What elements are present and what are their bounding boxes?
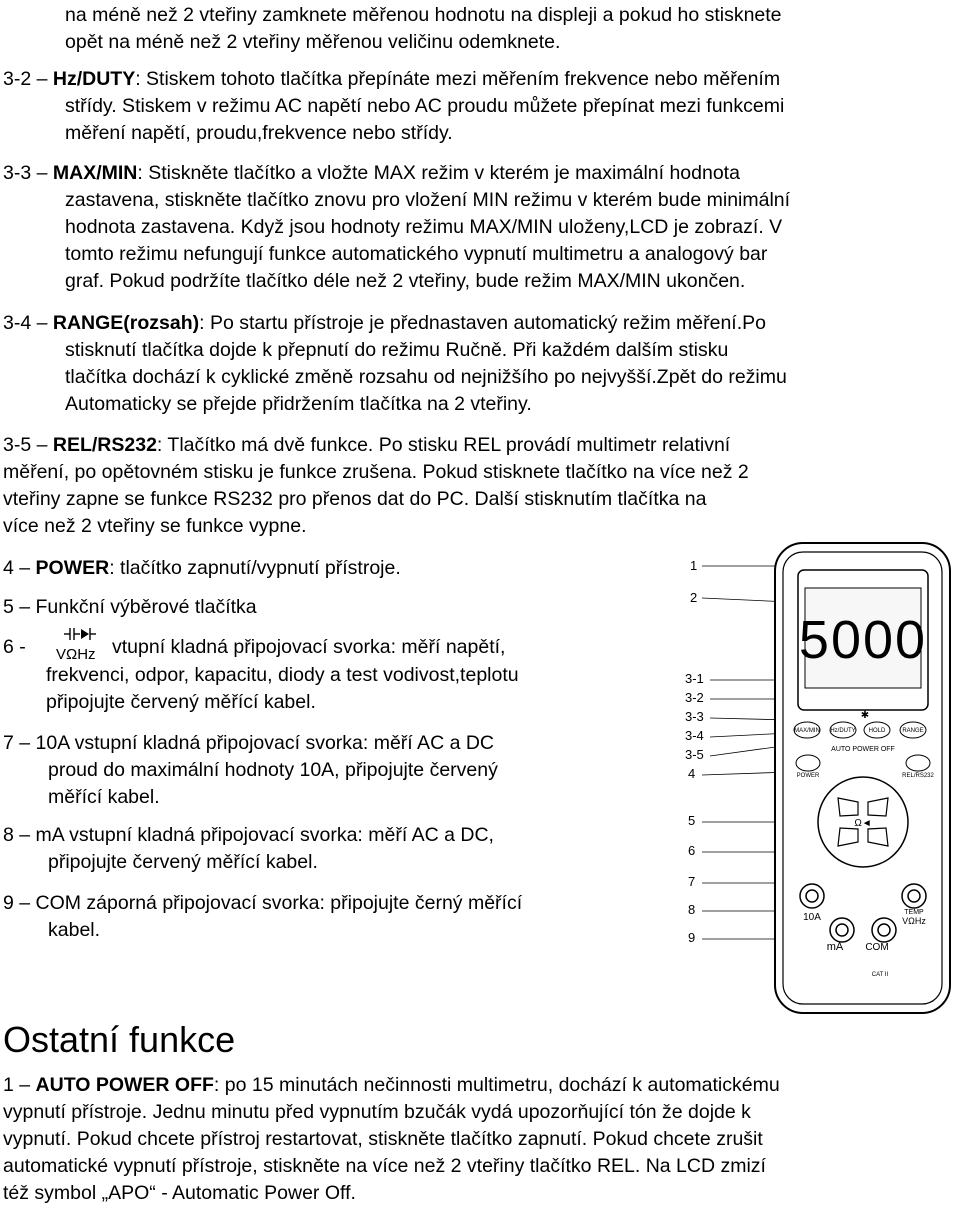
section-number: 3-3	[3, 162, 32, 184]
multimeter-diagram	[680, 540, 955, 1020]
section-3-5-line: 3-5 – REL/RS232: Tlačítko má dvě funkce. Po stisku REL provádí multimetr relativní	[3, 434, 731, 456]
section-3-4-line: 3-4 – RANGE(rozsah): Po startu přístroje je přednastaven automatický režim měření.Po	[3, 312, 766, 334]
text-line: tlačítka dochází k cyklické změně rozsahu od nejnižšího po nejvyšší.Zpět do režimu	[65, 366, 787, 388]
callout-3-1: 3-1	[685, 671, 704, 686]
section-text: : Stiskem tohoto tlačítka přepínáte mezi měřením frekvence nebo měřením	[135, 68, 781, 90]
text-line: zastavena, stiskněte tlačítko znovu pro vložení MIN režimu v kterém bude minimální	[65, 189, 791, 211]
text-line: tomto režimu nefungují funkce automatického vypnutí multimetru a analogový bar	[65, 243, 768, 265]
text-line: kabel.	[48, 919, 101, 941]
rel-label: REL/RS232	[902, 773, 934, 779]
jack-10a-label: 10A	[803, 912, 821, 923]
callout-3-4: 3-4	[685, 728, 704, 743]
section-text: : Stiskněte tlačítko a vložte MAX režim v kterém je maximální hodnota	[137, 162, 740, 184]
lcd-digits: 5000	[798, 610, 928, 670]
voltage-diode-symbol-icon	[50, 626, 110, 662]
section-number: 3-2	[3, 68, 32, 90]
callout-5: 5	[688, 813, 696, 828]
jack-v-label: VΩHz	[902, 916, 926, 926]
section-text: : Tlačítko má dvě funkce. Po stisku REL provádí multimetr relativní	[156, 434, 731, 456]
text-line: proud do maximální hodnoty 10A, připojujte červený	[48, 759, 498, 781]
callout-9: 9	[688, 930, 696, 945]
text-line: vteřiny zapne se funkce RS232 pro přenos dat do PC. Další stisknutím tlačítka na	[3, 488, 707, 510]
symbol-label: VΩHz	[56, 646, 96, 662]
callout-3-5: 3-5	[685, 747, 704, 762]
text-line: 7 – 10A vstupní kladná připojovací svorka: měří AC a DC	[3, 732, 494, 754]
section-key: REL/RS232	[52, 434, 157, 456]
callout-7: 7	[688, 874, 696, 889]
text-line: stisknutí tlačítka dojde k přepnutí do režimu Ručně. Při každém dalším stisku	[65, 339, 729, 361]
callout-3-2: 3-2	[685, 690, 704, 705]
section-key: RANGE(rozsah)	[52, 312, 200, 334]
section-number: 3-5	[3, 434, 32, 456]
text-line: Automaticky se přejde přidržením tlačítka na 2 vteřiny.	[65, 393, 532, 415]
button-hold-label: HOLD	[868, 728, 886, 734]
text-line: vtupní kladná připojovací svorka: měří napětí,	[112, 636, 506, 658]
text-line: připojujte červený měřící kabel.	[46, 691, 316, 713]
button-max-min-label: MAX/MIN	[794, 728, 820, 734]
section-key: POWER	[35, 557, 110, 579]
jack-temp-label: TEMP	[904, 909, 924, 916]
section-3-3-line: 3-3 – MAX/MIN: Stiskněte tlačítko a vložte MAX režim v kterém je maximální hodnota	[3, 162, 740, 184]
section-3-2-line: 3-2 – Hz/DUTY: Stiskem tohoto tlačítka přepínáte mezi měřením frekvence nebo měřením	[3, 68, 781, 90]
callout-3-3: 3-3	[685, 709, 704, 724]
text-line: hodnota zastavena. Když jsou hodnoty režimu MAX/MIN uloženy,LCD je zobrazí. V	[65, 216, 783, 238]
jack-com-label: COM	[865, 942, 889, 953]
text-line: vypnutí přístroje. Jednu minutu před vypnutím bzučák vydá upozorňující tón že dojde k	[3, 1101, 751, 1123]
text-line: 9 – COM záporná připojovací svorka: připojujte černý měřící	[3, 892, 523, 914]
text-line: měření napětí, proudu,frekvence nebo střídy.	[65, 122, 453, 144]
section-number: 1 –	[3, 1074, 31, 1096]
section-heading: Ostatní funkce	[3, 1019, 236, 1060]
text-line: měření, po opětovném stisku je funkce zrušena. Pokud stisknete tlačítko na více než 2	[3, 461, 749, 483]
section-key: Hz/DUTY	[52, 68, 136, 90]
section-number: 4 –	[3, 557, 31, 579]
section-6-number: 6 -	[3, 636, 26, 658]
text-line: na méně než 2 vteřiny zamknete měřenou hodnotu na displeji a pokud ho stisknete	[65, 4, 782, 26]
section-text: : tlačítko zapnutí/vypnutí přístroje.	[109, 557, 401, 579]
text-line: připojujte červený měřící kabel.	[48, 851, 318, 873]
text-line: automatické vypnutí přístroje, stiskněte na více než 2 vteřiny tlačítko REL. Na LCD zmizí	[3, 1155, 766, 1177]
section-text: : Po startu přístroje je přednastaven automatický režim měření.Po	[199, 312, 766, 334]
callout-2: 2	[690, 590, 698, 605]
auto-power-off-label: AUTO POWER OFF	[831, 746, 895, 753]
jack-ma-label: mA	[826, 941, 844, 953]
section-key: AUTO POWER OFF	[35, 1074, 214, 1096]
cat-label: CAT II	[871, 972, 889, 978]
section-4-line	[3, 555, 401, 582]
text-line: vypnutí. Pokud chcete přístroj restartovat, stiskněte tlačítko zapnutí. Pokud chcete zrušit	[3, 1128, 763, 1150]
callout-8: 8	[688, 902, 696, 917]
text-line: opět na méně než 2 vteřiny měřenou veličinu odemknete.	[65, 31, 561, 53]
power-label: POWER	[796, 773, 820, 779]
callout-1: 1	[690, 558, 698, 573]
svg-text:Ω◄: Ω◄	[854, 818, 872, 829]
svg-text:✱: ✱	[860, 710, 870, 721]
section-key: MAX/MIN	[52, 162, 138, 184]
section-number: 3-4	[3, 312, 32, 334]
text-line: 8 – mA vstupní kladná připojovací svorka: měří AC a DC,	[3, 824, 494, 846]
callout-4: 4	[688, 766, 696, 781]
text-line: graf. Pokud podržíte tlačítko déle než 2 vteřiny, bude režim MAX/MIN ukončen.	[65, 270, 746, 292]
text-line: více než 2 vteřiny se funkce vypne.	[3, 515, 307, 537]
other-1-line	[3, 1072, 780, 1099]
text-line: 5 – Funkční výběrové tlačítka	[3, 596, 257, 618]
button-range-label: RANGE	[902, 728, 924, 734]
text-line: též symbol „APO“ - Automatic Power Off.	[3, 1182, 356, 1204]
callout-6: 6	[688, 843, 696, 858]
text-line: frekvenci, odpor, kapacitu, diody a test vodivost,teplotu	[46, 664, 519, 686]
text-line: měřící kabel.	[48, 786, 160, 808]
text-line: střídy. Stiskem v režimu AC napětí nebo AC proudu můžete přepínat mezi funkcemi	[65, 95, 785, 117]
button-hz-duty-label: Hz/DUTY	[830, 728, 856, 734]
section-text: : po 15 minutách nečinnosti multimetru, dochází k automatickému	[213, 1074, 780, 1096]
